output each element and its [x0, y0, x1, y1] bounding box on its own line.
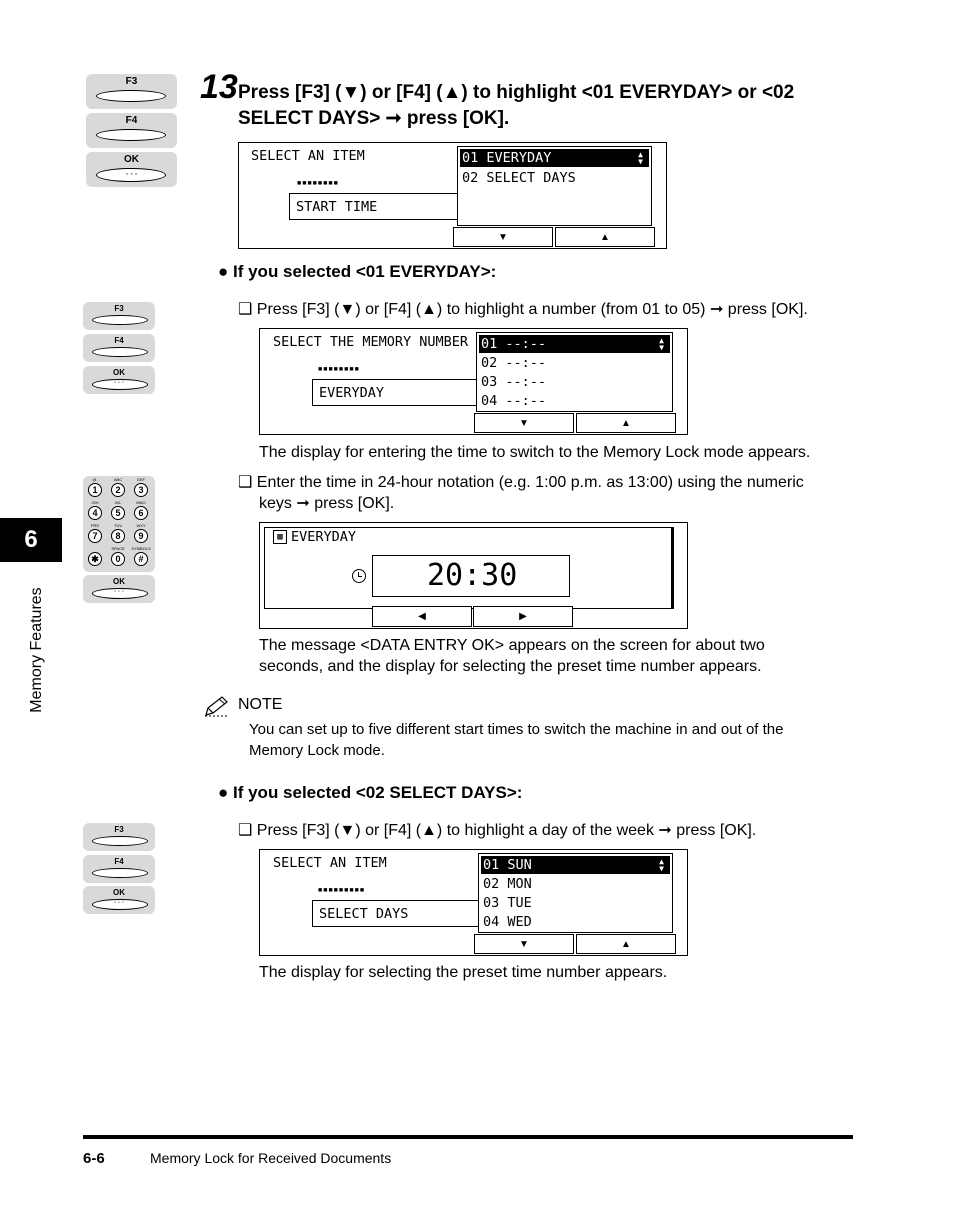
lcd-title: ▦ EVERYDAY: [273, 529, 356, 545]
step-instruction-line1: Press [F3] (▼) or [F4] (▲) to highlight <01 EVERYDAY> or <02: [238, 82, 795, 103]
up-arrow-icon: ▲: [555, 227, 655, 247]
section-everyday-heading: ● If you selected <01 EVERYDAY>:: [218, 262, 497, 281]
note-label: NOTE: [238, 696, 283, 713]
pencil-note-icon: [203, 694, 231, 718]
ok-key: OK ◦ ◦ ◦: [83, 575, 155, 603]
f4-key: F4: [86, 113, 177, 148]
lcd-field: EVERYDAY: [312, 379, 480, 406]
lcd-field: START TIME: [289, 193, 459, 220]
list-item: 02 SELECT DAYS: [462, 170, 576, 186]
lcd-list: [478, 853, 673, 933]
f3-key: F3: [83, 823, 155, 851]
f3-key: F3: [86, 74, 177, 109]
step-number: 13: [200, 68, 238, 106]
f3-key: F3: [83, 302, 155, 330]
lcd-dots: ■■■■■■■■■: [318, 887, 366, 894]
lcd-select-item: [238, 142, 667, 249]
list-item: 04 --:--: [481, 393, 547, 409]
list-item: 01 SUN ▲ ▼: [481, 856, 670, 874]
result-note-time-display: The display for entering the time to switch to the Memory Lock mode appears.: [259, 444, 811, 461]
list-item: 01 EVERYDAY ▲ ▼: [460, 149, 649, 167]
step-instruction-line2: SELECT DAYS> ➞ press [OK].: [238, 108, 510, 129]
lcd-list: [457, 146, 652, 226]
ok-key: OK ◦ ◦ ◦: [83, 886, 155, 914]
up-arrow-icon: ▲: [576, 934, 676, 954]
left-arrow-icon: ◀: [372, 606, 472, 627]
down-arrow-icon: ▼: [474, 413, 574, 433]
list-item: 02 --:--: [481, 355, 547, 371]
lcd-title: SELECT AN ITEM: [251, 148, 365, 164]
f4-key: F4: [83, 334, 155, 362]
ok-key: OK ◦ ◦ ◦: [86, 152, 177, 187]
footer-rule: [83, 1135, 853, 1139]
instruction-enter-time-cont: keys ➞ press [OK].: [259, 495, 395, 512]
lcd-list: [476, 332, 673, 412]
lcd-memory-number: [259, 328, 688, 435]
footer-page-number: 6-6: [83, 1150, 105, 1167]
f4-key: F4: [83, 855, 155, 883]
note-text-line1: You can set up to five different start times to switch the machine in and out of the: [249, 721, 784, 738]
instruction-select-day: ❑ Press [F3] (▼) or [F4] (▲) to highlight a day of the week ➞ press [OK].: [238, 822, 757, 839]
lcd-dots: ■■■■■■■■: [297, 180, 339, 187]
lcd-title: SELECT THE MEMORY NUMBER: [273, 334, 469, 350]
time-display: 20:30: [372, 555, 570, 597]
list-item: 03 TUE: [483, 895, 532, 911]
lcd-time-entry: [259, 522, 688, 629]
list-item: 02 MON: [483, 876, 532, 892]
note-text-line2: Memory Lock mode.: [249, 742, 385, 759]
ok-key: OK ◦ ◦ ◦: [83, 366, 155, 394]
lcd-select-days: [259, 849, 688, 956]
result-note-message-line2: seconds, and the display for selecting the preset time number appears.: [259, 658, 762, 675]
right-arrow-icon: ▶: [473, 606, 573, 627]
list-item: 03 --:--: [481, 374, 547, 390]
clock-icon: [352, 569, 366, 583]
chapter-side-label: Memory Features: [28, 587, 45, 713]
footer-title: Memory Lock for Received Documents: [150, 1150, 392, 1166]
lcd-dots: ■■■■■■■■: [318, 366, 360, 373]
calendar-icon: ▦: [273, 530, 287, 544]
chapter-tab: 6: [0, 518, 62, 562]
numeric-keypad: @. ABC DEF 1 2 3 GHI JKL MNO 4 5 6 PRS TUV WXY 7 8 9 SPACE SYMBOLS ✱ 0 #: [83, 476, 155, 572]
list-item: 04 WED: [483, 914, 532, 930]
result-note-preset-number: The display for selecting the preset time number appears.: [259, 964, 668, 981]
list-item: 01 --:-- ▲ ▼: [479, 335, 670, 353]
down-arrow-icon: ▼: [453, 227, 553, 247]
down-arrow-icon: ▼: [474, 934, 574, 954]
section-select-days-heading: ● If you selected <02 SELECT DAYS>:: [218, 783, 523, 802]
result-note-message-line1: The message <DATA ENTRY OK> appears on the screen for about two: [259, 637, 765, 654]
up-arrow-icon: ▲: [576, 413, 676, 433]
instruction-enter-time: ❑ Enter the time in 24-hour notation (e.g. 1:00 p.m. as 13:00) using the numeric: [238, 474, 804, 491]
lcd-title: SELECT AN ITEM: [273, 855, 387, 871]
lcd-field: SELECT DAYS: [312, 900, 480, 927]
instruction-select-number: ❑ Press [F3] (▼) or [F4] (▲) to highlight a number (from 01 to 05) ➞ press [OK].: [238, 301, 808, 318]
